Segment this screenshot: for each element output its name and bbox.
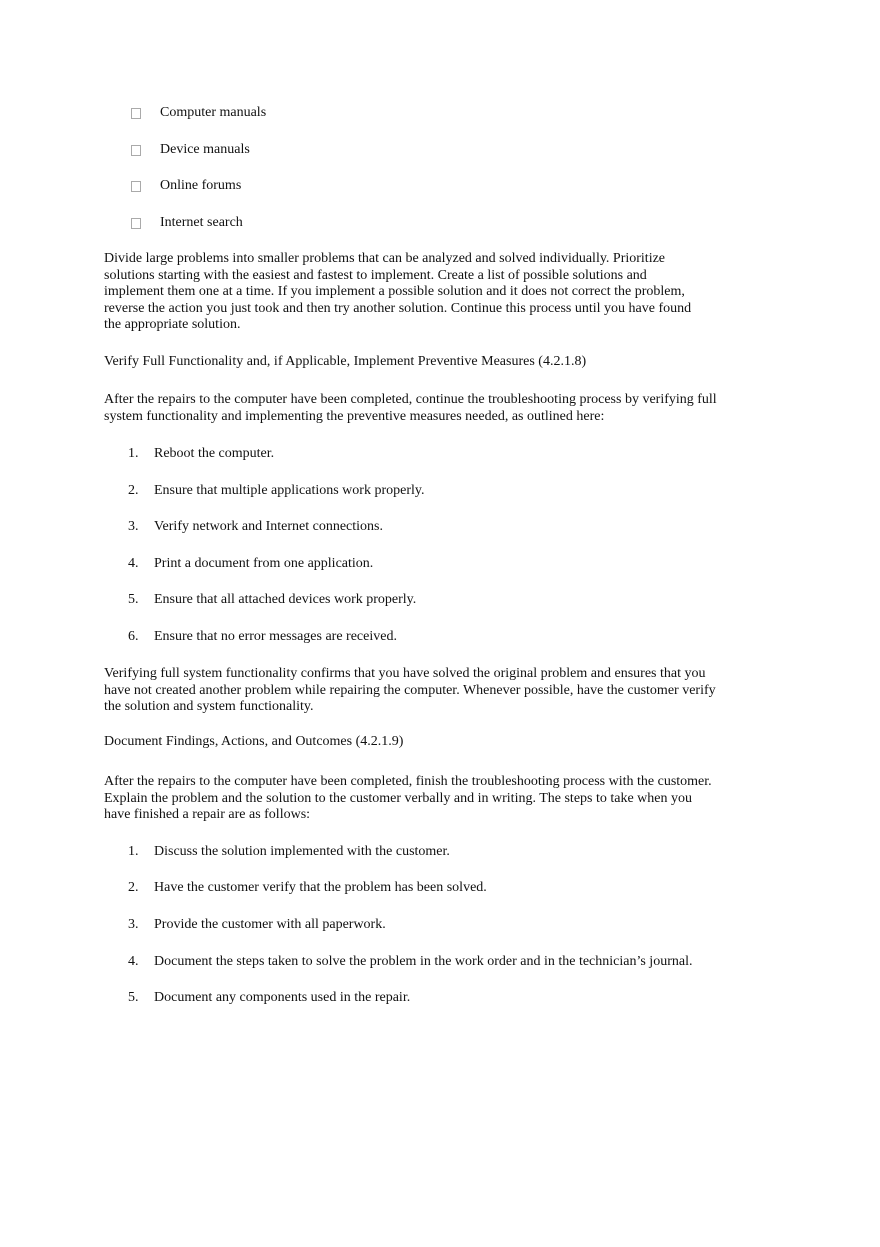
paragraph: After the repairs to the computer have been completed, continue the troubleshooting process by verifying full system functionality and implementing the preventive measures needed, as outlined here: (104, 392, 717, 424)
checkbox-bullet-icon (131, 108, 141, 119)
list-number: 3. (128, 917, 139, 932)
bullet-item: Online forums (160, 178, 242, 193)
checkbox-bullet-icon (131, 181, 141, 192)
list-item: Ensure that all attached devices work properly. (154, 592, 417, 607)
list-number: 5. (128, 592, 139, 607)
list-item: Reboot the computer. (154, 446, 275, 461)
list-item: Ensure that no error messages are received. (154, 629, 397, 644)
list-number: 5. (128, 990, 139, 1005)
list-number: 2. (128, 483, 139, 498)
list-item: Discuss the solution implemented with the customer. (154, 844, 450, 859)
checkbox-bullet-icon (131, 145, 141, 156)
list-item: Print a document from one application. (154, 556, 374, 571)
paragraph: Divide large problems into smaller problems that can be analyzed and solved individually. Prioritize solutions starting with the easiest and fastest to implement. Create a list of possible solutions and implement them one at a time. If you implement a possible solution and it does not correct the problem, reverse the action you just took and then try another solution. Continue this process until you have found the appropriate solution. (104, 251, 692, 333)
list-item: Ensure that multiple applications work properly. (154, 483, 425, 498)
list-number: 1. (128, 446, 139, 461)
list-number: 1. (128, 844, 139, 859)
bullet-item: Internet search (160, 215, 243, 230)
bullet-item: Computer manuals (160, 105, 267, 120)
section-heading: Document Findings, Actions, and Outcomes (4.2.1.9) (104, 734, 404, 749)
paragraph: After the repairs to the computer have been completed, finish the troubleshooting process with the customer. Explain the problem and the solution to the customer verbally and in writing. The steps to take when you have finished a repair are as follows: (104, 774, 712, 823)
list-number: 6. (128, 629, 139, 644)
checkbox-bullet-icon (131, 218, 141, 229)
list-item: Document the steps taken to solve the problem in the work order and in the technician’s journal. (154, 954, 693, 969)
list-item: Provide the customer with all paperwork. (154, 917, 386, 932)
list-number: 3. (128, 519, 139, 534)
bullet-item: Device manuals (160, 142, 250, 157)
list-number: 2. (128, 880, 139, 895)
list-item: Document any components used in the repair. (154, 990, 411, 1005)
list-number: 4. (128, 954, 139, 969)
section-heading: Verify Full Functionality and, if Applicable, Implement Preventive Measures (4.2.1.8) (104, 354, 587, 369)
list-number: 4. (128, 556, 139, 571)
list-item: Verify network and Internet connections. (154, 519, 383, 534)
paragraph: Verifying full system functionality confirms that you have solved the original problem and ensures that you have not created another problem while repairing the computer. Whenever possible, have the customer verify the solution and system functionality. (104, 666, 716, 715)
list-item: Have the customer verify that the problem has been solved. (154, 880, 487, 895)
